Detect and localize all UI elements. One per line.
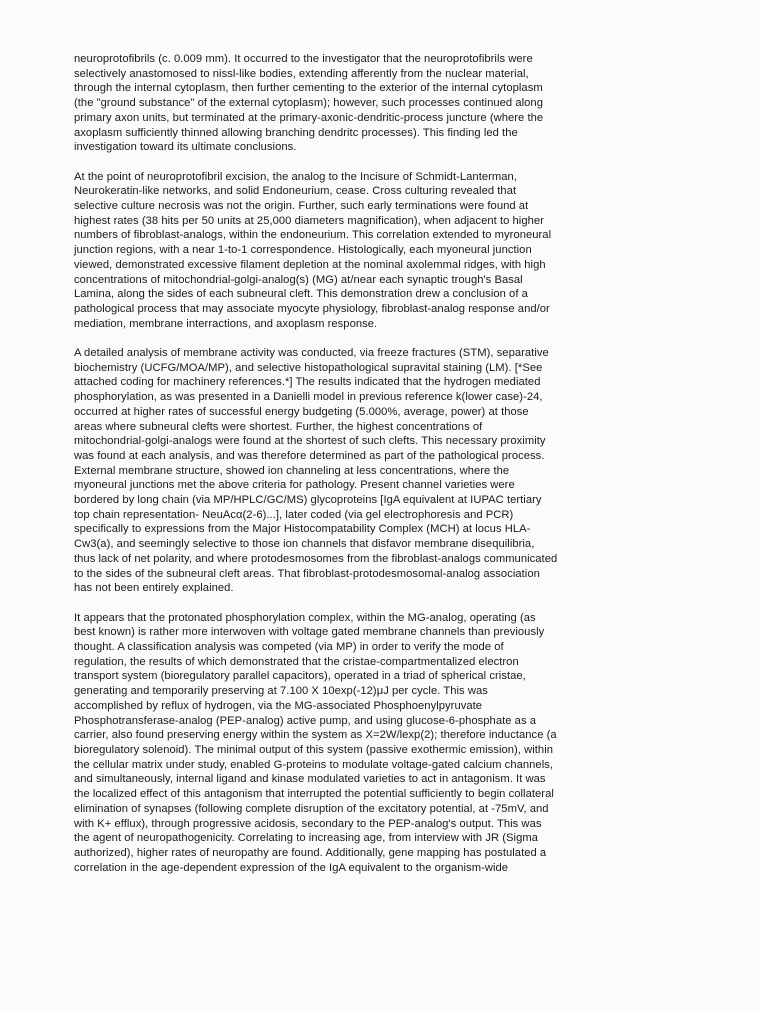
text-line: the cellular matrix under study, enabled G-proteins to modulate voltage-gated calcium channels, xyxy=(74,758,554,771)
text-line: the agent of neuropathogenicity. Correlating to increasing age, from interview with JR (Sigma xyxy=(74,832,538,845)
text-line: axoplasm sufficiently thinned allowing branching dendritc processes). This finding led the xyxy=(74,126,518,139)
text-line: attached coding for machinery references.*] The results indicated that the hydrogen mediated xyxy=(74,376,541,389)
text-line: mediation, membrane interractions, and axoplasm response. xyxy=(74,317,378,330)
text-line: (the "ground substance" of the external cytoplasm); however, such processes continued along xyxy=(74,97,543,110)
text-line: authorized), higher rates of neuropathy are found. Additionally, gene mapping has postulated a xyxy=(74,846,547,859)
text-line: has not been entirely explained. xyxy=(74,582,234,595)
text-line: Cw3(a), and seemingly selective to those ion channels that disfavor membrane disequilibria, xyxy=(74,538,535,551)
text-line: occurred at higher rates of successful energy budgeting (5.000%, average, power) at those xyxy=(74,405,529,418)
text-line: phosphorylation, as was presented in a Danielli model in previous reference k(lower case)-24, xyxy=(74,391,543,404)
text-line: was found at each analysis, and was therefore determined as part of the pathological process. xyxy=(74,449,545,462)
text-line: accomplished by reflux of hydrogen, via the MG-associated Phosphoenylpyruvate xyxy=(74,699,483,712)
text-line: A detailed analysis of membrane activity was conducted, via freeze fractures (STM), separative xyxy=(74,347,549,360)
text-line: bioregulatory solenoid). The minimal output of this system (passive exothermic emission), within xyxy=(74,744,554,756)
paragraph-4 xyxy=(74,611,686,876)
text-line: Phosphotransferase-analog (PEP-analog) active pump, and using glucose-6-phosphate as a xyxy=(74,714,537,727)
text-line: junction regions, with a near 1-to-1 correspondence. Histologically, each myoneural junction xyxy=(74,244,532,257)
text-line: generating and temporarily preserving at 7.100 X 10exp(-12)μJ per cycle. This was xyxy=(74,685,488,698)
text-line: areas where subneural clefts were shortest. Further, the highest concentrations of xyxy=(74,420,483,433)
text-line: top chain representation- NeuAcα(2-6)...], later coded (via gel electrophoresis and PCR) xyxy=(74,508,514,521)
text-line: highest rates (38 hits per 50 units at 25,000 diameters magnification), when adjacent to higher xyxy=(74,214,544,227)
text-line: selective culture necrosis was not the origin. Further, such early terminations were found at xyxy=(74,200,529,213)
paragraph-2 xyxy=(74,170,686,332)
text-line: Lamina, along the sides of each subneural cleft. This demonstration drew a conclusion of a xyxy=(74,288,528,301)
text-line: investigation toward its ultimate conclusions. xyxy=(74,141,297,154)
paragraph-1 xyxy=(74,52,686,155)
text-line: myoneural junctions met the above criteria for pathology. Present channel varieties were xyxy=(74,479,515,492)
text-line: It appears that the protonated phosphorylation complex, within the MG-analog, operating (as xyxy=(74,611,536,624)
text-line: External membrane structure, showed ion channeling at less concentrations, where the xyxy=(74,464,510,477)
paragraph-3 xyxy=(74,346,686,596)
text-line: Neurokeratin-like networks, and solid Endoneurium, cease. Cross culturing revealed that xyxy=(74,185,517,198)
text-line: selectively anastomosed to nissl-like bodies, extending afferently from the nuclear material, xyxy=(74,67,529,80)
text-line: neuroprotofibrils (c. 0.009 mm). It occurred to the investigator that the neuroprotofibrils were xyxy=(74,53,533,65)
text-line: At the point of neuroprotofibril excision, the analog to the Incisure of Schmidt-Lanterman, xyxy=(74,170,517,183)
text-line: with K+ efflux), through progressive acidosis, secondary to the PEP-analog's output. This was xyxy=(74,817,542,830)
text-line: biochemistry (UCFG/MOA/MP), and selective histopathological supravital staining (LM). [*See xyxy=(74,361,543,374)
text-line: regulation, the results of which demonstrated that the cristae-compartmentalized electron xyxy=(74,655,519,668)
text-line: viewed, demonstrated excessive filament depletion at the nominal axolemmal ridges, with high xyxy=(74,258,546,271)
text-line: primary axon units, but terminated at the primary-axonic-dendritic-process juncture (where the xyxy=(74,111,544,124)
text-line: thought. A classification analysis was competed (via MP) in order to verify the mode of xyxy=(74,641,504,654)
text-line: thus lack of net polarity, and where protodesmosomes from the fibroblast-analogs communicated xyxy=(74,552,558,565)
text-line: best known) is rather more interwoven with voltage gated membrane channels than previously xyxy=(74,626,545,639)
text-line: and simultaneously, internal ligand and kinase modulated varieties to act in antagonism. It was xyxy=(74,773,546,786)
text-line: the localized effect of this antagonism that interrupted the potential sufficiently to begin collateral xyxy=(74,788,554,801)
text-line: bordered by long chain (via MP/HPLC/GC/MS) glycoproteins [IgA equivalent at IUPAC tertiary xyxy=(74,494,542,507)
text-line: mitochondrial-golgi-analogs were found at the shortest of such clefts. This necessary proximity xyxy=(74,435,546,448)
text-line: pathological process that may associate myocyte physiology, fibroblast-analog response and/or xyxy=(74,302,550,315)
text-line: to the sides of the subneural cleft areas. That fibroblast-protodesmosomal-analog association xyxy=(74,567,540,580)
text-line: specifically to expressions from the Major Histocompatability Complex (MCH) at locus HLA- xyxy=(74,523,531,536)
text-line: carrier, also found preserving energy within the system as X=2W/lexp(2); therefore inductance (a xyxy=(74,729,557,742)
text-line: through the internal cytoplasm, then further cementing to the exterior of the internal cytoplasm xyxy=(74,82,543,95)
text-line: correlation in the age-dependent expression of the IgA equivalent to the organism-wide xyxy=(74,861,509,874)
text-line: elimination of synapses (following complete disruption of the excitatory potential, at -75mV, and xyxy=(74,802,549,815)
text-line: concentrations of mitochondrial-golgi-analog(s) (MG) at/near each synaptic trough's Basal xyxy=(74,273,523,286)
text-line: transport system (bioregulatory parallel capacitors), operated in a triad of spherical cristae, xyxy=(74,670,526,683)
text-line: numbers of fibroblast-analogs, within the endoneurium. This correlation extended to myroneural xyxy=(74,229,552,242)
body-text xyxy=(74,52,686,890)
